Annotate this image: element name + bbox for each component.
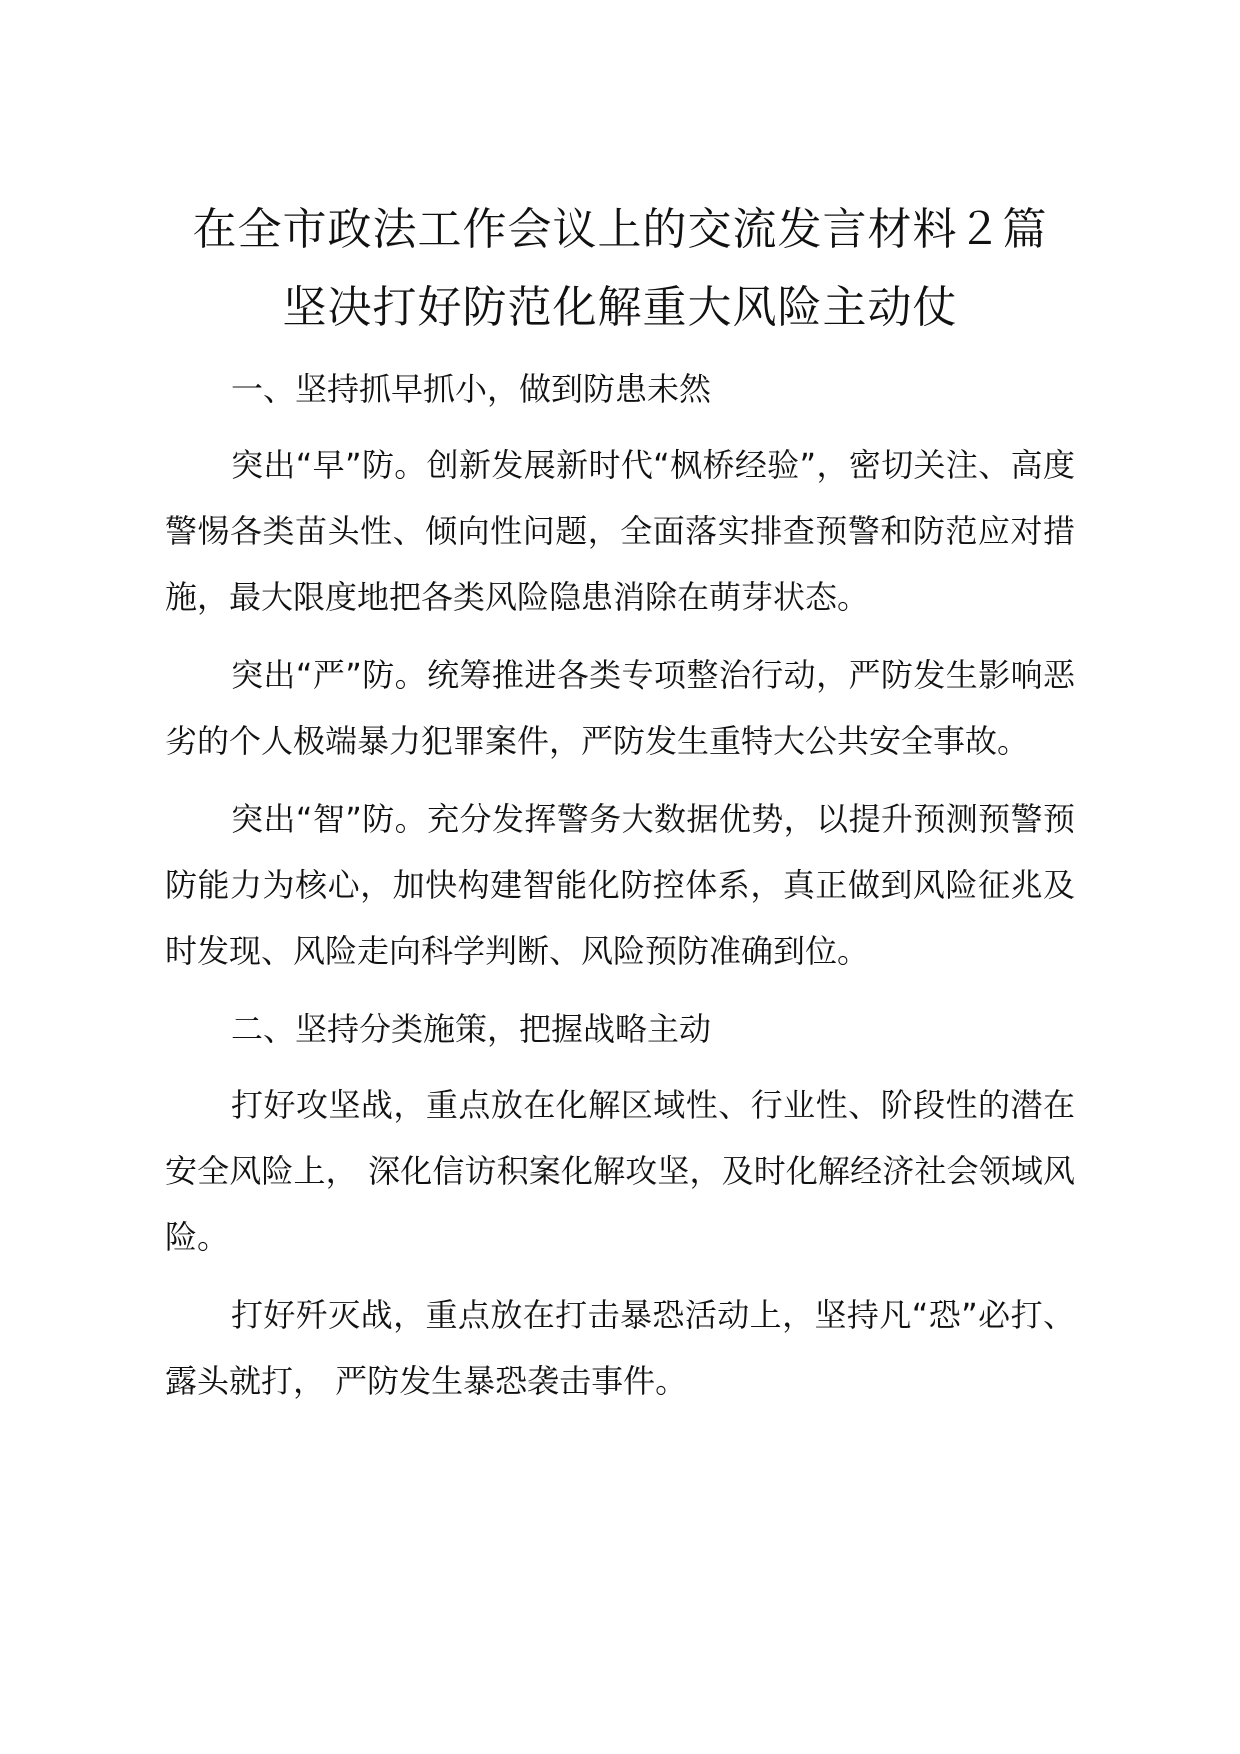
paragraph-smart-prevention: 突出“智”防。充分发挥警务大数据优势，以提升预测预警预防能力为核心，加快构建智能化防控体系，真正做到风险征兆及时发现、风险走向科学判断、风险预防准确到位。	[165, 800, 1075, 970]
section-heading-1: 一、坚持抓早抓小，做到防患未然	[231, 370, 712, 408]
paragraph-annihilation-battle: 打好歼灭战，重点放在打击暴恐活动上，坚持凡“恐”必打、露头就打， 严防发生暴恐袭击事件。	[165, 1296, 1075, 1400]
paragraph-tough-battle: 打好攻坚战，重点放在化解区域性、行业性、阶段性的潜在安全风险上， 深化信访积案化解攻坚，及时化解经济社会领域风险。	[165, 1086, 1075, 1256]
paragraph-early-prevention: 突出“早”防。创新发展新时代“枫桥经验”，密切关注、高度警惕各类苗头性、倾向性问题，全面落实排查预警和防范应对措施，最大限度地把各类风险隐患消除在萌芽状态。	[165, 446, 1075, 616]
document-title: 在全市政法工作会议上的交流发言材料２篇	[192, 204, 1048, 255]
paragraph-strict-prevention: 突出“严”防。统筹推进各类专项整治行动，严防发生影响恶劣的个人极端暴力犯罪案件，严防发生重特大公共安全事故。	[165, 656, 1075, 760]
section-heading-2: 二、坚持分类施策，把握战略主动	[231, 1010, 712, 1048]
document-subtitle: 坚决打好防范化解重大风险主动仗	[282, 282, 958, 333]
document-body	[165, 356, 1075, 1426]
